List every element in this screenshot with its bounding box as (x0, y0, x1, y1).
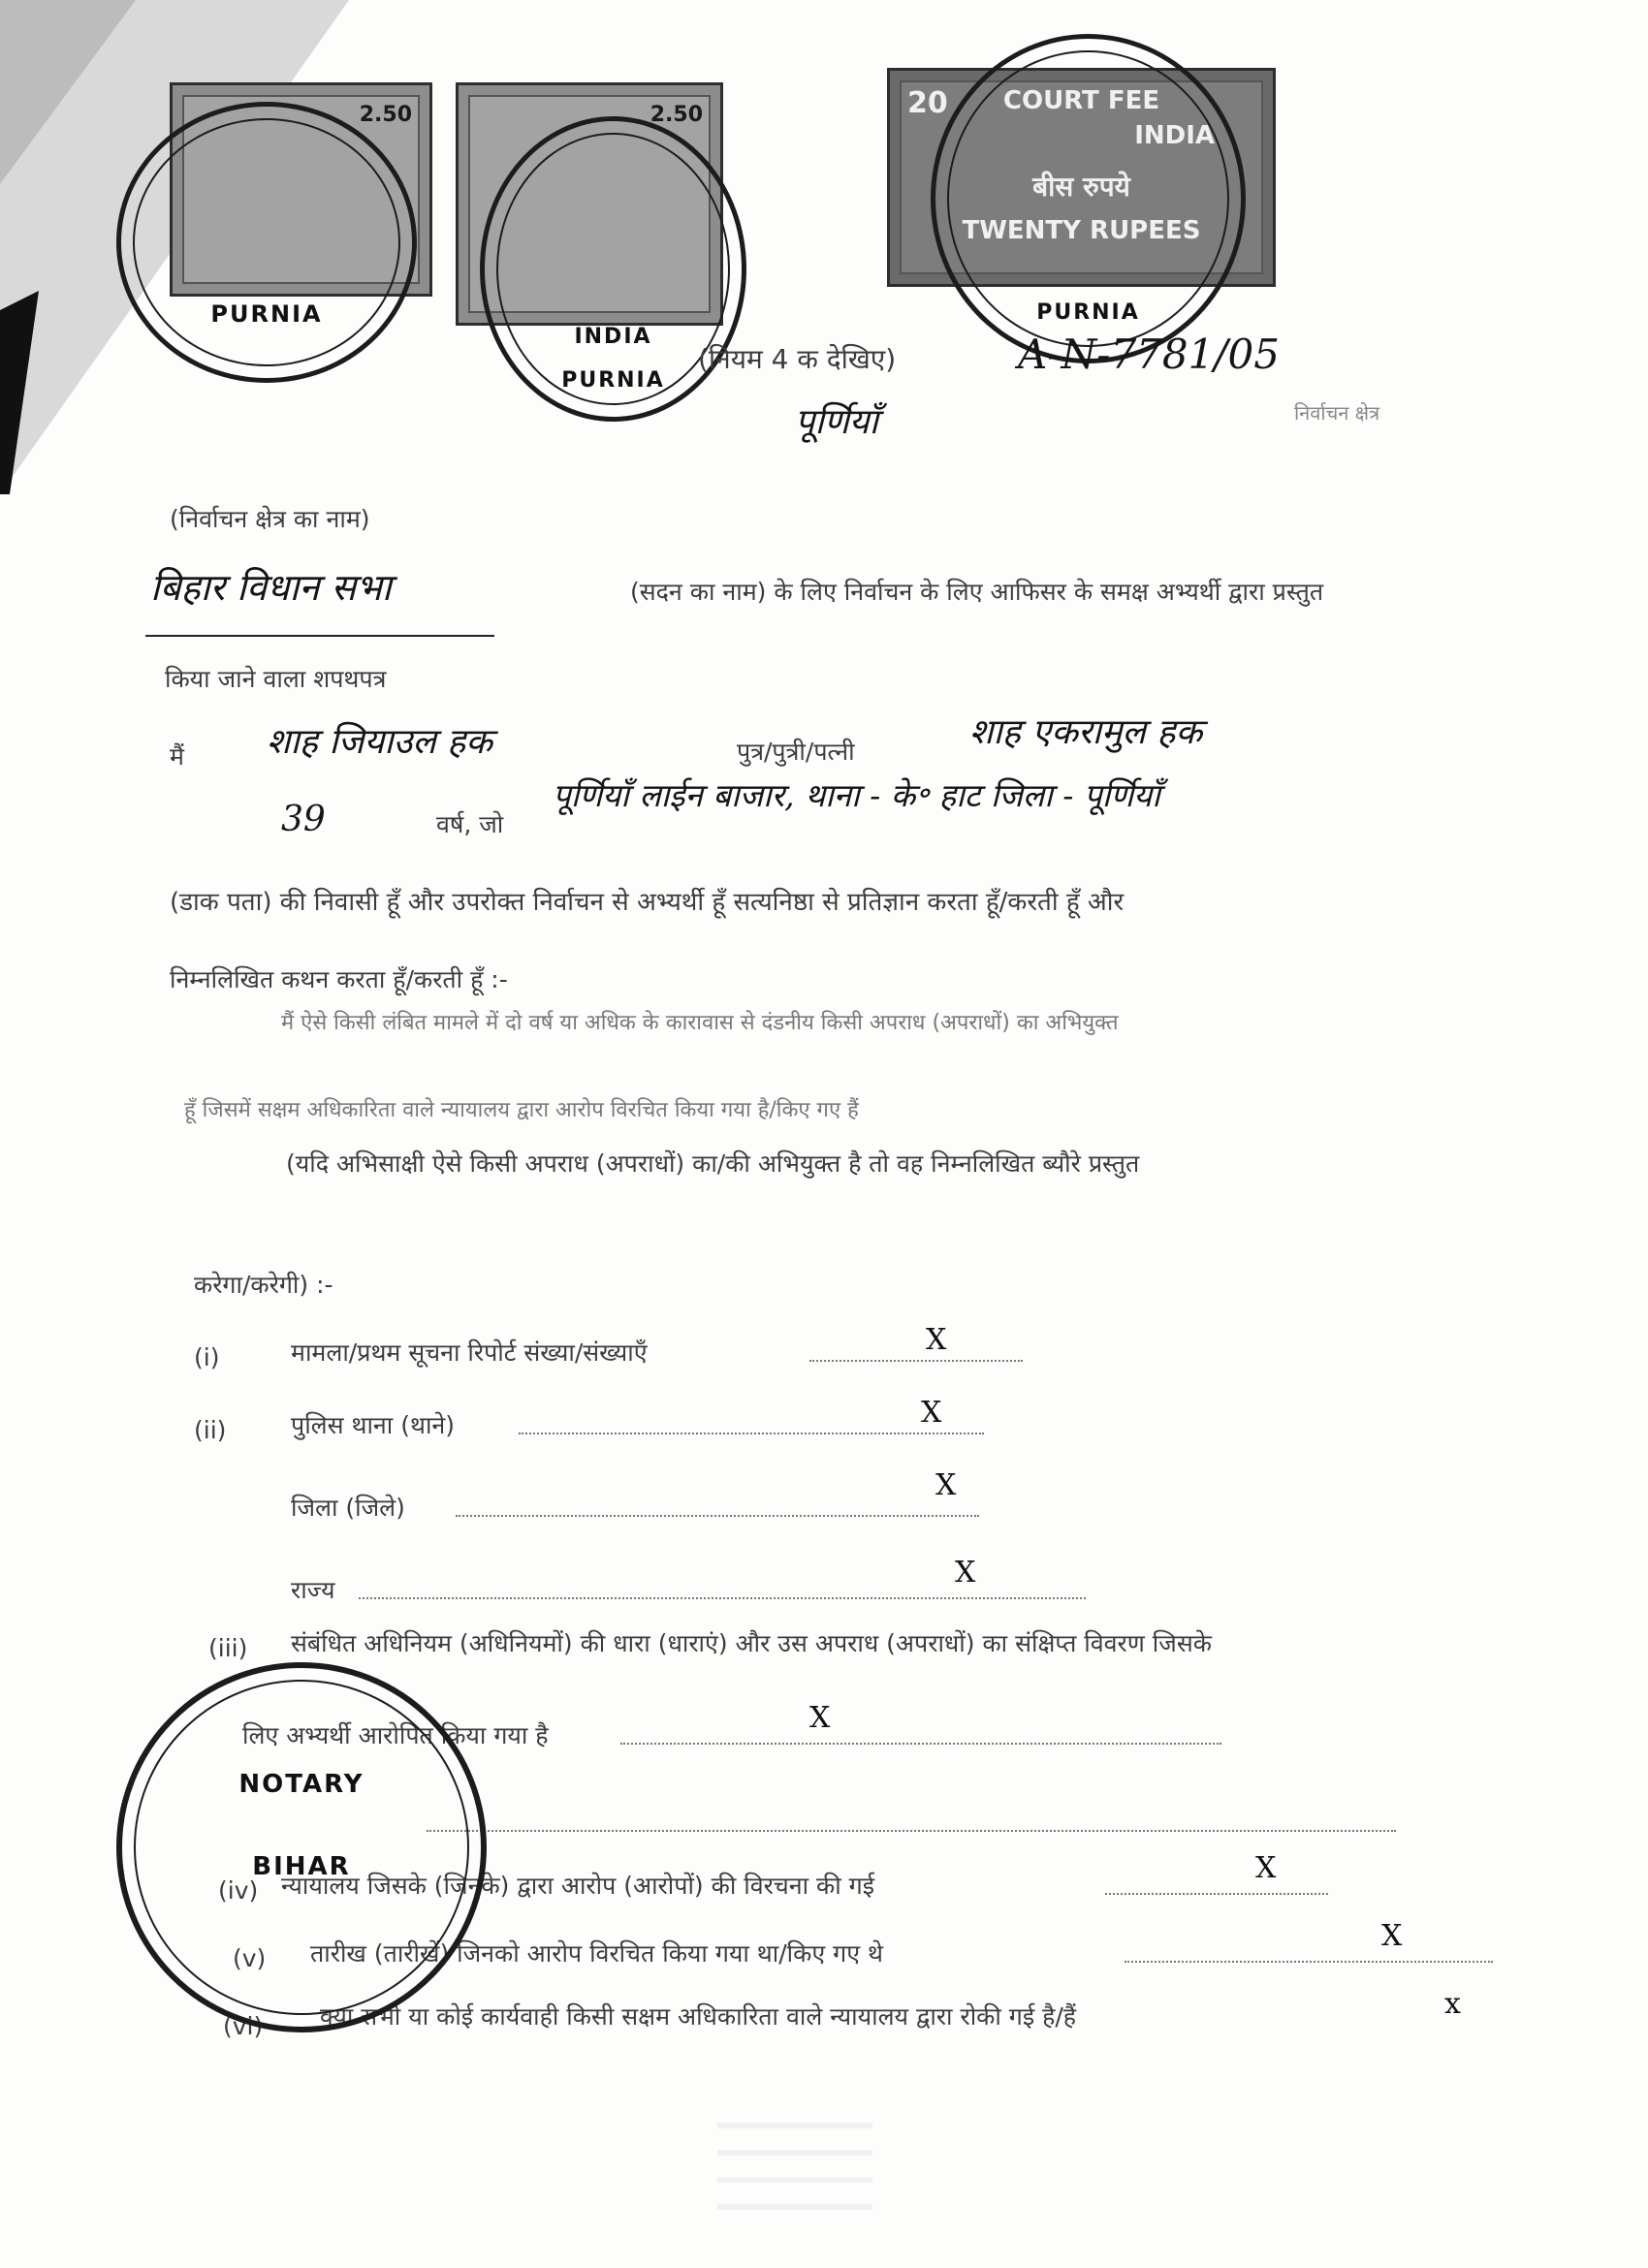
item-4-label: न्यायालय जिसके (जिनके) द्वारा आरोप (आरोपों) की विरचना की गई (281, 1872, 874, 1900)
welfare-stamp-2: 2.50 (456, 82, 723, 326)
item-5-number: (v) (233, 1944, 267, 1972)
item-2-nil-mark: X (921, 1396, 942, 1430)
item-3-dots (620, 1725, 1221, 1745)
item-1-label: मामला/प्रथम सूचना रिपोर्ट संख्या/संख्याएँ (291, 1339, 648, 1367)
paragraph-1-continued: हूँ जिसमें सक्षम अधिकारिता वाले न्यायालय द्वारा आरोप विरचित किया गया है/किए गए हैं (184, 1098, 859, 1122)
i-label: मैं (170, 742, 184, 771)
item-5-nil-mark: X (1381, 1919, 1403, 1953)
item-6-number: (vi) (223, 2012, 264, 2040)
item-2-district-label: जिला (जिले) (291, 1494, 405, 1522)
item-4-nil-mark: X (1255, 1851, 1277, 1885)
item-2-district-mark: X (935, 1468, 957, 1502)
top-right-label: निर्वाचन क्षेत्र (1294, 401, 1380, 425)
notary-seal: NOTARY BIHAR (116, 1662, 487, 2032)
item-2-number: (ii) (194, 1416, 227, 1444)
house-label: (सदन का नाम) के लिए निर्वाचन के लिए आफिसर के समक्ष अभ्यर्थी द्वारा प्रस्तुत (630, 578, 1324, 606)
item-1-number: (i) (194, 1343, 220, 1371)
house-underline (145, 635, 494, 637)
constituency-label: (निर्वाचन क्षेत्र का नाम) (170, 505, 370, 533)
resident-statement: (डाक पता) की निवासी हूँ और उपरोक्त निर्वाचन से अभ्यर्थी हूँ सत्यनिष्ठा से प्रतिज्ञान करता हूँ/करती हूँ और (170, 888, 1125, 917)
scan-smudge (717, 2123, 872, 2229)
item-3-number: (iii) (208, 1634, 248, 1662)
rule-reference: (नियम 4 क देखिए) (698, 343, 897, 375)
seal-purnia-1: PURNIA (116, 102, 417, 383)
age-handwritten: 39 (281, 800, 326, 839)
court-fee-stamp: COURT FEE 20 INDIA बीस रुपये TWENTY RUPEES (887, 68, 1276, 287)
seal-purnia-3: PURNIA (931, 34, 1246, 363)
item-3-label: संबंधित अधिनियम (अधिनियमों) की धारा (धाराएं) और उस अपराध (अपराधों) का संक्षिप्त विवरण जिसके (291, 1629, 1212, 1657)
item-3-label-continued: लिए अभ्यर्थी आरोपित किया गया है (242, 1721, 549, 1749)
candidate-name-handwritten: शाह जियाउल हक (267, 722, 492, 762)
handwritten-reference-number: A-N-7781/05 (1018, 331, 1280, 378)
item-4-dots (1105, 1875, 1328, 1895)
seal-purnia-2: INDIA PURNIA (480, 116, 746, 422)
item-6-nil-mark: x (1444, 1987, 1461, 2021)
item-1-dots (809, 1342, 1023, 1362)
paragraph-1: मैं ऐसे किसी लंबित मामले में दो वर्ष या अधिक के कारावास से दंडनीय किसी अपराध (अपराधों) का अभियुक्त (281, 1011, 1119, 1035)
item-2-state-dots (359, 1580, 1086, 1599)
house-name-handwritten: बिहार विधान सभा (150, 566, 392, 609)
item-3-nil-mark: X (809, 1701, 831, 1735)
statement-intro: निम्नलिखित कथन करता हूँ/करती हूँ :- (170, 965, 508, 993)
paragraph-2: (यदि अभिसाक्षी ऐसे किसी अपराध (अपराधों) का/की अभियुक्त है तो वह निम्नलिखित ब्यौरे प्रस्तुत (286, 1150, 1140, 1178)
item-2-state-label: राज्य (291, 1576, 335, 1604)
relation-label: पुत्र/पुत्री/पत्नी (737, 738, 855, 766)
item-2-district-dots (456, 1497, 979, 1517)
item-5-label: तारीख (तारीखें) जिनको आरोप विरचित किया गया था/किए गए थे (310, 1939, 883, 1968)
item-5-dots (1125, 1943, 1493, 1963)
item-6-label: क्या सभी या कोई कार्यवाही किसी सक्षम अधिकारिता वाले न्यायालय द्वारा रोकी गई है/हैं (320, 2002, 1077, 2031)
father-name-handwritten: शाह एकरामुल हक (969, 712, 1203, 752)
item-3-extra-dots (427, 1812, 1396, 1832)
paragraph-2-continued: करेगा/करेगी) :- (194, 1271, 333, 1299)
item-2-dots (519, 1415, 984, 1434)
item-2-state-mark: X (955, 1556, 976, 1590)
item-2-label: पुलिस थाना (थाने) (291, 1411, 456, 1439)
age-label: वर्ष, जो (436, 810, 504, 838)
address-handwritten: पूर्णियाँ लाईन बाजार, थाना - के॰ हाट जिला - पूर्णियाँ (553, 776, 1160, 814)
item-1-nil-mark: X (926, 1323, 947, 1357)
handwritten-place: पूर्णियाँ (795, 402, 879, 442)
affidavit-label: किया जाने वाला शपथपत्र (165, 665, 387, 693)
welfare-stamp-1: 2.50 (170, 82, 432, 297)
item-4-number: (iv) (218, 1876, 259, 1905)
